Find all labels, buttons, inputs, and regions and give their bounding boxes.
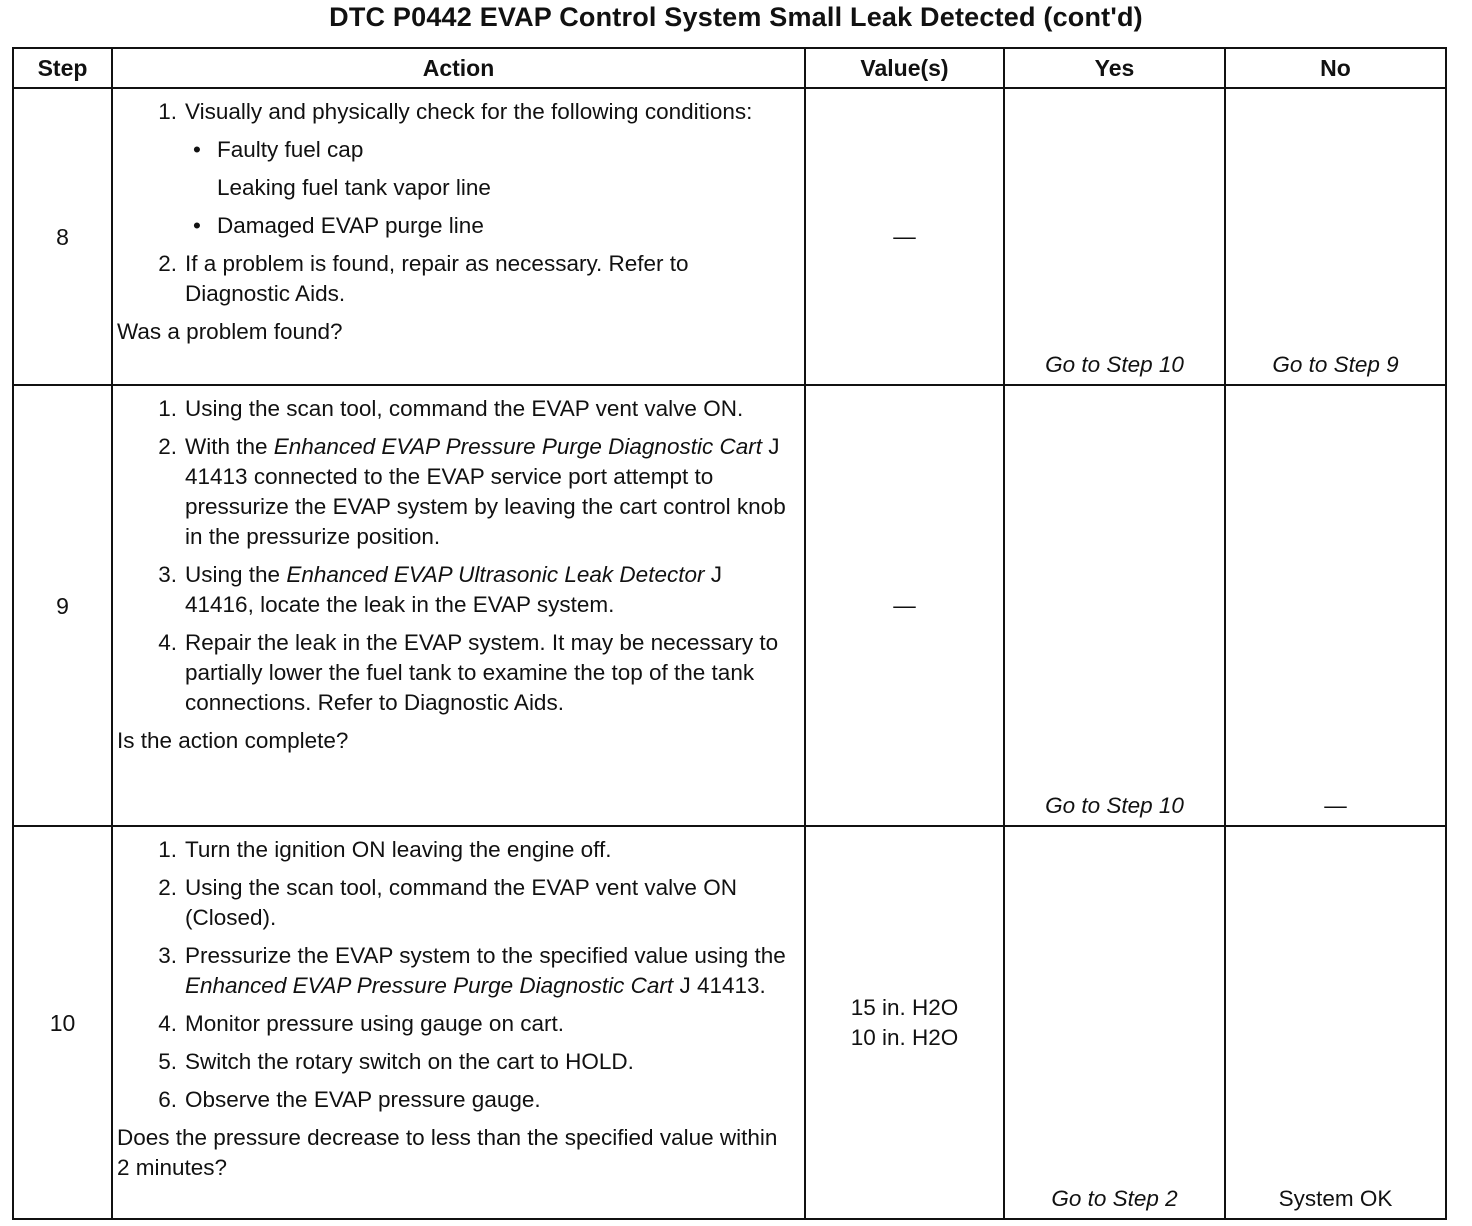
step-question: Does the pressure decrease to less than the specified value within 2 minutes? (117, 1125, 778, 1180)
yes-result: Go to Step 2 (1004, 826, 1225, 1219)
action-item: 6. Observe the EVAP pressure gauge. (158, 1087, 541, 1112)
step-question: Was a problem found? (117, 319, 343, 344)
diagnostic-table (12, 47, 1447, 1220)
header-yes: Yes (1004, 48, 1225, 88)
action-item: 1. Using the scan tool, command the EVAP vent valve ON. (158, 396, 744, 421)
step-number: 9 (13, 385, 112, 826)
header-values: Value(s) (805, 48, 1004, 88)
header-action: Action (112, 48, 805, 88)
specified-value: 10 in. H2O (850, 1024, 959, 1050)
yes-result: Go to Step 10 (1004, 88, 1225, 385)
step-question: Is the action complete? (117, 728, 349, 753)
action-item: 1. Visually and physically check for the following conditions: (158, 99, 753, 124)
condition-bullet: • Faulty fuel cap (193, 137, 364, 162)
step-number: 8 (13, 88, 112, 385)
action-item: 2. If a problem is found, repair as necessary. Refer to Diagnostic Aids. (158, 251, 689, 306)
header-no: No (1225, 48, 1446, 88)
action-cell (112, 826, 805, 1219)
no-result: — (1225, 385, 1446, 826)
action-item: 3. Using the Enhanced EVAP Ultrasonic Leak Detector J 41416, locate the leak in the EVAP system. (158, 562, 722, 617)
no-result: Go to Step 9 (1225, 88, 1446, 385)
action-cell (112, 88, 805, 385)
action-item: 1. Turn the ignition ON leaving the engine off. (158, 837, 612, 862)
action-item: 2. With the Enhanced EVAP Pressure Purge Diagnostic Cart J 41413 connected to the EVAP service port attempt to pressurize the EVAP system by leaving the cart control knob in the pressurize position. (158, 434, 786, 549)
action-item: 4. Repair the leak in the EVAP system. It may be necessary to partially lower the fuel tank to examine the top of the tank connections. Refer to Diagnostic Aids. (158, 630, 779, 715)
no-result: System OK (1225, 826, 1446, 1219)
table-header-row (13, 48, 1446, 88)
action-cell (112, 385, 805, 826)
condition-bullet: • Damaged EVAP purge line (193, 213, 484, 238)
specified-value: 15 in. H2O (850, 994, 959, 1020)
yes-result: Go to Step 10 (1004, 385, 1225, 826)
value-cell: — (805, 385, 1004, 826)
action-item: 3. Pressurize the EVAP system to the specified value using the Enhanced EVAP Pressure Purge Diagnostic Cart J 41413. (158, 943, 786, 998)
action-item: 4. Monitor pressure using gauge on cart. (158, 1011, 564, 1036)
action-item: 2. Using the scan tool, command the EVAP vent valve ON (Closed). (158, 875, 737, 930)
action-item: 5. Switch the rotary switch on the cart to HOLD. (158, 1049, 634, 1074)
page-title: DTC P0442 EVAP Control System Small Leak Detected (cont'd) (329, 2, 1143, 32)
header-step: Step (13, 48, 112, 88)
table-row (13, 385, 1446, 826)
value-cell: — (805, 88, 1004, 385)
value-cell (805, 826, 1004, 1219)
step-number: 10 (13, 826, 112, 1219)
condition-bullet: Leaking fuel tank vapor line (217, 175, 491, 200)
table-row (13, 826, 1446, 1219)
table-row (13, 88, 1446, 385)
